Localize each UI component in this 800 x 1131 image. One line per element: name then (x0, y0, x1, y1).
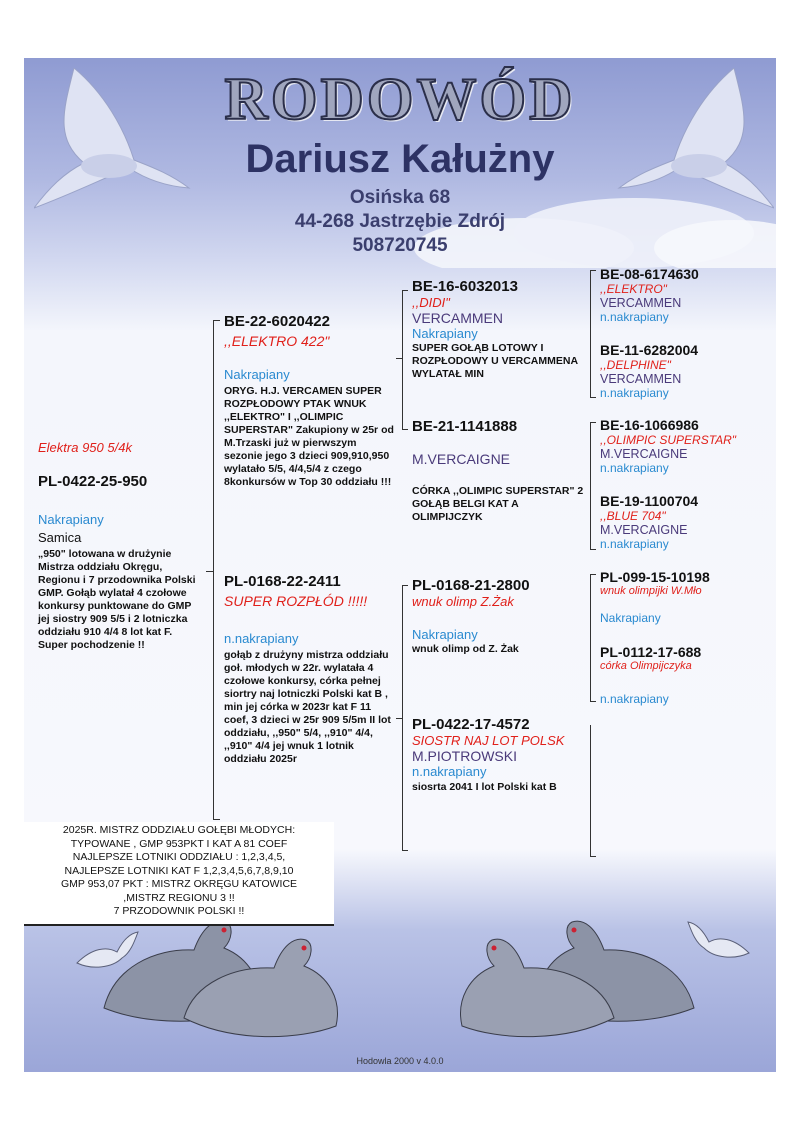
bracket-father-vertical (402, 290, 403, 430)
fm-description: CÓRKA ,,OLIMPIC SUPERSTAR" 2 GOŁĄB BELGI KAT A OLIMPIJCZYK (412, 485, 584, 523)
ff-card (412, 278, 584, 381)
bracket-mother-vertical (402, 585, 403, 851)
bracket-father-top-tick (402, 290, 408, 291)
mother-description: gołąb z drużyny mistrza oddziału goł. młodych w 22r. wylatała 4 czołowe konkursy, córka pełnej siortry naj lotniczki Polski kat B , min jej córka w 2023r kat F 11 coef, 3 dzieci w 25r 909 5/5m II lot oddziału, ,,950" 5/4, ,,910" 4/4, ,,910" 4/4 jej wnuk 1 lotnik oddziału 2025r (224, 649, 391, 765)
bracket-fm-bottom-tick (590, 549, 596, 550)
bracket-father-mid-tick (396, 358, 402, 359)
mm-breeder: M.PIOTROWSKI (412, 748, 517, 764)
ff-description: SUPER GOŁĄB LOTOWY I ROZPŁODOWY U VERCAMMENA WYLATAŁ MIN (412, 342, 578, 380)
bracket-main-vertical (213, 320, 214, 820)
bracket-father-bottom-tick (402, 429, 408, 430)
achievement-line: TYPOWANE , GMP 953PKT I KAT A 81 COEF (70, 837, 288, 850)
gg-name: ,,OLIMPIC SUPERSTAR" (600, 433, 737, 447)
bracket-fm-top-tick (590, 422, 596, 423)
main-bird-name: Elektra 950 5/4k (38, 440, 132, 455)
mother-ring: PL-0168-22-2411 (224, 573, 341, 590)
ff-breeder: VERCAMMEN (412, 310, 504, 326)
bracket-mm-vertical (590, 725, 591, 857)
page-title: RODOWÓD (224, 66, 576, 132)
gg-ring: BE-19-1100704 (600, 493, 699, 509)
gg-color: n.nakrapiany (600, 537, 669, 551)
pigeons-right-illustration (424, 888, 724, 1068)
gg-ring: PL-0112-17-688 (600, 644, 702, 660)
ff-ring: BE-16-6032013 (412, 278, 518, 295)
father-ring: BE-22-6020422 (224, 313, 330, 330)
breeder-name: Dariusz Kałużny (245, 137, 555, 181)
gg-name: ,,DELPHINE" (600, 358, 671, 372)
father-color: Nakrapiany (224, 367, 290, 382)
gg-ring: PL-099-15-10198 (600, 569, 710, 585)
gg-breeder: M.VERCAIGNE (600, 447, 688, 461)
achievement-line: GMP 953,07 PKT : MISTRZ OKRĘGU KATOWICE (60, 878, 298, 890)
fm-card (412, 418, 584, 524)
achievement-line: ,MISTRZ REGIONU 3 !! (123, 891, 235, 904)
mf-name: wnuk olimp Z.Żak (412, 594, 514, 609)
bracket-mf-bottom-tick (590, 701, 596, 702)
bracket-mf-vertical (590, 574, 591, 702)
gg-breeder: VERCAMMEN (600, 372, 682, 386)
bracket-mother-bottom-tick (402, 850, 408, 851)
bracket-mother-mid-tick (396, 718, 402, 719)
bracket-ff-vertical (590, 270, 591, 398)
achievement-line: 7 PRZODOWNIK POLSKI !! (113, 905, 245, 917)
gg-card (600, 266, 772, 324)
achievement-line: NAJLEPSZE LOTNIKI KAT F 1,2,3,4,5,6,7,8,9,10 (64, 864, 294, 877)
phone-number: 508720745 (352, 235, 448, 256)
bracket-fm-vertical (590, 422, 591, 550)
gg-ring: BE-11-6282004 (600, 342, 699, 358)
father-description: ORYG. H.J. VERCAMEN SUPER ROZPŁODOWY PTAK WNUK ,,ELEKTRO" I ,,OLIMPIC SUPERSTAR" Zakupiony w 25r od M.Trzaski już w pierwszym sezonie jego 3 dzieci 909,910,950 wylatało 5/5, 4/4,5/4 z czego 8konkursów w Top 30 oddziału !!! (224, 385, 394, 488)
bracket-main-bottom-tick (213, 819, 220, 820)
address-city: 44-268 Jastrzębie Zdrój (294, 211, 506, 232)
bracket-main-mid-tick (206, 571, 213, 572)
mm-card (412, 716, 586, 794)
mother-card (224, 573, 394, 766)
main-bird-sex: Samica (38, 530, 82, 545)
mm-ring: PL-0422-17-4572 (412, 716, 530, 733)
bracket-ff-top-tick (590, 270, 596, 271)
gg-card (600, 569, 772, 625)
mm-color: n.nakrapiany (412, 764, 487, 779)
father-name: ,,ELEKTRO 422" (224, 333, 330, 349)
gg-ring: BE-08-6174630 (600, 266, 699, 282)
gg-breeder: M.VERCAIGNE (600, 523, 688, 537)
achievement-line: NAJLEPSZE LOTNIKI ODDZIAŁU : 1,2,3,4,5, (72, 851, 286, 863)
mf-card (412, 577, 584, 656)
bracket-mother-top-tick (402, 585, 408, 586)
bracket-mf-top-tick (590, 574, 596, 575)
fm-breeder: M.VERCAIGNE (412, 451, 511, 467)
father-card (224, 313, 394, 489)
gg-breeder: VERCAMMEN (600, 296, 682, 310)
bracket-ff-bottom-tick (590, 397, 596, 398)
gg-card (600, 342, 772, 400)
bracket-mm-bottom-tick (590, 856, 596, 857)
gg-card (600, 493, 772, 551)
ff-color: Nakrapiany (412, 326, 478, 341)
mother-name: SUPER ROZPŁÓD !!!!! (224, 593, 368, 609)
gg-color: Nakrapiany (600, 611, 661, 625)
gg-color: n.nakrapiany (600, 310, 669, 324)
gg-ring: BE-16-1066986 (600, 417, 699, 433)
mf-ring: PL-0168-21-2800 (412, 577, 530, 594)
gg-color: n.nakrapiany (600, 692, 669, 706)
gg-name: ,,BLUE 704" (600, 509, 666, 523)
achievement-line: 2025R. MISTRZ ODDZIAŁU GOŁĘBI MŁODYCH: (62, 824, 296, 836)
fm-ring: BE-21-1141888 (412, 418, 518, 435)
mf-description: wnuk olimp od Z. Żak (412, 643, 519, 655)
mother-color: n.nakrapiany (224, 631, 299, 646)
main-bird-description: „950" lotowana w drużynie Mistrza oddziału Okręgu, Regionu i 7 przodownika Polski GMP. Gołąb wylatał 4 czołowe konkursy punktowane do GMP jej siostry 909 5/5 i 2 lotniczka oddziału 910 4/4 8 lot kat F. Super pochodzenie !! (38, 548, 196, 651)
main-bird-ring: PL-0422-25-950 (38, 473, 148, 490)
mm-name: SIOSTR NAJ LOT POLSK (412, 733, 565, 748)
gg-color: n.nakrapiany (600, 386, 669, 400)
achievements-box (24, 822, 334, 926)
small-dove-left-icon (72, 928, 142, 978)
gg-name: ,,ELEKTRO" (600, 282, 667, 296)
mm-description: siosrta 2041 I lot Polski kat B (412, 781, 557, 793)
gg-name: wnuk olimpijki W.Mło (600, 585, 702, 597)
bracket-main-top-tick (213, 320, 220, 321)
gg-color: n.nakrapiany (600, 461, 669, 475)
software-footer: Hodowla 2000 v 4.0.0 (356, 1056, 444, 1066)
small-dove-right-icon (674, 918, 754, 968)
ff-name: ,,DIDI" (412, 295, 450, 310)
main-bird-color: Nakrapiany (38, 512, 104, 527)
gg-name: córka Olimpijczyka (600, 660, 692, 672)
address-street: Osińska 68 (349, 187, 451, 208)
gg-card (600, 417, 772, 475)
mf-color: Nakrapiany (412, 627, 478, 642)
gg-card (600, 644, 772, 706)
main-bird-card (38, 440, 203, 652)
